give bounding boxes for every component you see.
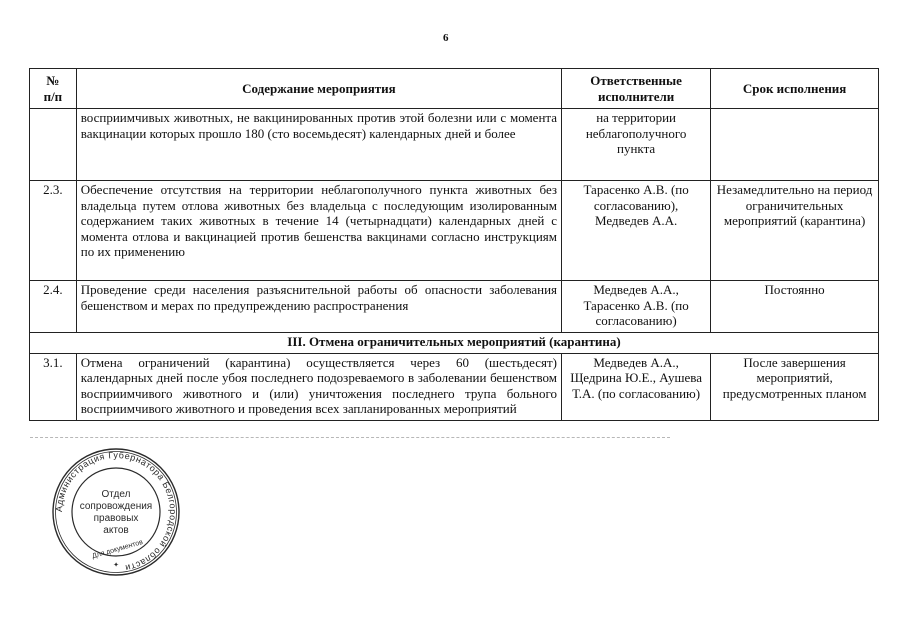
- section-header-row: [30, 333, 879, 354]
- row-responsible: на территории неблагополучного пункта: [562, 109, 711, 181]
- page-number: 6: [443, 32, 449, 44]
- table-row: [30, 109, 879, 181]
- row-content: Отмена ограничений (карантина) осуществляется через 60 (шестьдесят) календарных дней после убоя последнего подозреваемого в заболевании бешенством восприимчивого животного и (или) уничтожения последнего трупа больного восприимчивого животного и проведения всех запланированных мероприятий: [76, 353, 561, 420]
- row-responsible: Медведев А.А., Щедрина Ю.Е., Аушева Т.А. (по согласованию): [562, 353, 711, 420]
- stamp-line-2: сопровождения: [79, 501, 153, 512]
- table-row: [30, 181, 879, 281]
- plan-table: [29, 68, 879, 421]
- stamp: [50, 446, 182, 578]
- header-responsible: Ответственные исполнители: [562, 69, 711, 109]
- row-num: 2.3.: [30, 181, 77, 281]
- stamp-star-icon: ✦: [113, 561, 119, 569]
- stamp-line-3: правовых: [93, 513, 139, 524]
- stamp-line-1: Отдел: [101, 489, 131, 500]
- stamp-line-4: актов: [103, 525, 129, 536]
- row-content: Проведение среди населения разъяснительной работы об опасности заболевания бешенством и мерах по предупреждению распространения: [76, 281, 561, 333]
- row-deadline: Постоянно: [711, 281, 879, 333]
- stamp-bottom-text: Для документов: [91, 538, 144, 561]
- scan-dash-line: [30, 437, 670, 440]
- row-num: 3.1.: [30, 353, 77, 420]
- row-responsible: Медведев А.А., Тарасенко А.В. (по согласованию): [562, 281, 711, 333]
- header-deadline: Срок исполнения: [711, 69, 879, 109]
- table-row: [30, 353, 879, 420]
- header-num-label: № п/п: [43, 73, 63, 104]
- row-deadline: Незамедлительно на период ограничительных мероприятий (карантина): [711, 181, 879, 281]
- header-content: Содержание мероприятия: [76, 69, 561, 109]
- stamp-inner-ring: [72, 468, 160, 556]
- row-deadline: [711, 109, 879, 181]
- row-num: 2.4.: [30, 281, 77, 333]
- row-num: [30, 109, 77, 181]
- row-responsible: Тарасенко А.В. (по согласованию), Медведев А.А.: [562, 181, 711, 281]
- section-title: III. Отмена ограничительных мероприятий (карантина): [30, 333, 879, 354]
- row-deadline: После завершения мероприятий, предусмотренных планом: [711, 353, 879, 420]
- stamp-outer-textpath: Администрация Губернатора Белгородской области: [53, 449, 179, 574]
- row-content: Обеспечение отсутствия на территории неблагополучного пункта животных без владельца путем отлова животных без владельца с последующим изолированным содержанием таких животных в течение 14 (четырнадцати) календарных дней с момента отлова и вакцинацией против бешенства вакцинами согласно инструкциям по их применению: [76, 181, 561, 281]
- header-num: [30, 69, 77, 109]
- table-header-row: [30, 69, 879, 109]
- table-row: [30, 281, 879, 333]
- row-content: восприимчивых животных, не вакцинированных против этой болезни или с момента вакцинации которых прошло 180 (сто восемьдесят) календарных дней и более: [76, 109, 561, 181]
